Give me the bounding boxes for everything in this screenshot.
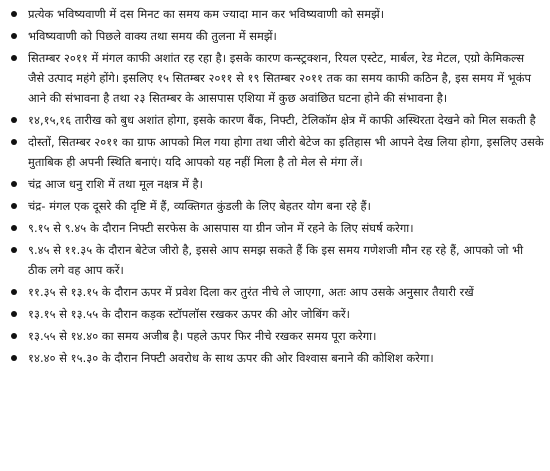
bullet-dot-icon [11, 117, 17, 123]
list-item [8, 326, 544, 346]
list-item-text: ११.३५ से १३.१५ के दौरान ऊपर में प्रवेश दिला कर तुरंत नीचे ले जाएगा, अतः आप उसके अनुसार तैयारी रखें [28, 285, 474, 299]
list-item [8, 4, 544, 24]
list-item [8, 132, 544, 172]
list-item [8, 304, 544, 324]
list-item-text: ९.१५ से ९.४५ के दौरान निफ्टी सरफेस के आसपास या ग्रीन जोन में रहने के लिए संघर्ष करेगा। [28, 221, 414, 235]
list-item-text: प्रत्येक भविष्यवाणी में दस मिनट का समय कम ज्यादा मान कर भविष्यवाणी को समझें। [28, 7, 385, 21]
bullet-dot-icon [11, 139, 17, 145]
list-item-text: १३.५५ से १४.४० का समय अजीब है। पहले ऊपर फिर नीचे रखकर समय पूरा करेगा। [28, 329, 377, 343]
bullet-dot-icon [11, 247, 17, 253]
list-item [8, 348, 544, 368]
list-item [8, 26, 544, 46]
list-item [8, 218, 544, 238]
list-item [8, 282, 544, 302]
bullet-dot-icon [11, 289, 17, 295]
bullet-dot-icon [11, 333, 17, 339]
list-item-text: दोस्तों, सितम्बर २०११ का ग्राफ आपको मिल गया होगा तथा जीरो बेटेज का इतिहास भी आपने देख लिया होगा, इसलिए उसके मुताबिक ही अपनी स्थिति बनाएं। यदि आपको यह नहीं मिला है तो मेल से मंगा लें। [28, 135, 544, 169]
list-item-text: चंद्र- मंगल एक दूसरे की दृष्टि में हैं, व्यक्तिगत कुंडली के लिए बेहतर योग बना रहे हैं। [28, 199, 372, 213]
list-item [8, 110, 544, 130]
bullet-dot-icon [11, 181, 17, 187]
list-item-text: सितम्बर २०११ में मंगल काफी अशांत रह रहा है। इसके कारण कन्स्ट्रक्शन, रियल एस्टेट, मार्बल, रेड मेटल, एग्रो केमिकल्स जैसे उत्पाद महंगे होंगे। इसलिए १५ सितम्बर २०११ से १९ सितम्बर २०११ तक का समय काफी कठिन है, इस समय में भूकंप आने की संभावना है तथा २३ सितम्बर के आसपास एशिया में कुछ अवांछित घटना होने की संभावना है। [28, 51, 532, 105]
prediction-list [8, 4, 544, 368]
bullet-dot-icon [11, 225, 17, 231]
bullet-dot-icon [11, 55, 17, 61]
list-item-text: १४,१५,१६ तारीख को बुध अशांत होगा, इसके कारण बैंक, निफ्टी, टेलिकॉम क्षेत्र में काफी अस्थिरता देखने को मिल सकती है [28, 113, 536, 127]
bullet-dot-icon [11, 311, 17, 317]
bullet-dot-icon [11, 203, 17, 209]
list-item-text: ९.४५ से ११.३५ के दौरान बेटेज जीरो है, इससे आप समझ सकते हैं कि इस समय गणेशजी मौन रह रहे हैं, आपको जो भी ठीक लगे वह आप करें। [28, 243, 524, 277]
bullet-dot-icon [11, 11, 17, 17]
bullet-dot-icon [11, 33, 17, 39]
bullet-dot-icon [11, 355, 17, 361]
list-item [8, 48, 544, 108]
list-item [8, 174, 544, 194]
list-item [8, 240, 544, 280]
list-item-text: भविष्यवाणी को पिछले वाक्य तथा समय की तुलना में समझें। [28, 29, 277, 43]
list-item-text: १३.१५ से १३.५५ के दौरान कड़क स्टॉपलॉस रखकर ऊपर की ओर जोबिंग करें। [28, 307, 351, 321]
list-item-text: चंद्र आज धनु राशि में तथा मूल नक्षत्र में है। [28, 177, 204, 191]
list-item [8, 196, 544, 216]
list-item-text: १४.४० से १५.३० के दौरान निफ्टी अवरोध के साथ ऊपर की ओर विश्वास बनाने की कोशिश करेगा। [28, 351, 434, 365]
